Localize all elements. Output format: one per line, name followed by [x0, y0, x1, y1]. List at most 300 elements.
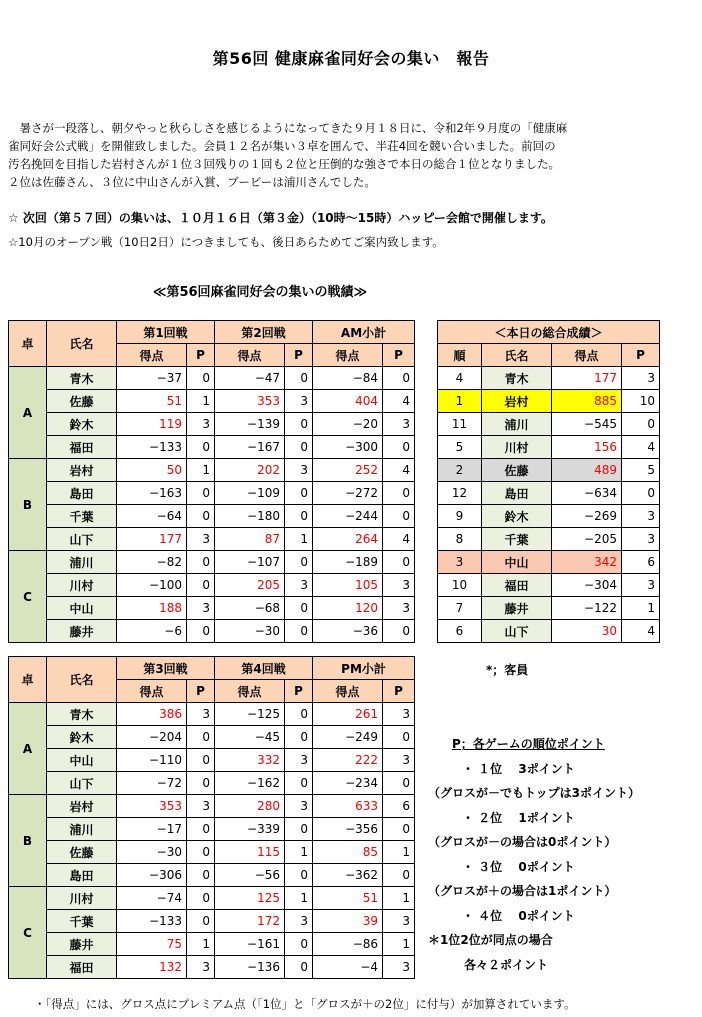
- player-name: 佐藤: [47, 390, 117, 413]
- col-header-game-a: 第3回戦: [117, 657, 215, 680]
- intro-line: 汚名挽回を目指した岩村さんが１位３回残りの１回も２位と圧倒的な強さで本日の総合１位となりました。: [8, 157, 560, 171]
- points-cell: 0: [285, 436, 313, 459]
- points-cell: 0: [187, 505, 215, 528]
- page-title: 第56回 健康麻雀同好会の集い 報告: [212, 49, 490, 68]
- score-cell: 50: [117, 459, 187, 482]
- score-cell: 156: [552, 436, 622, 459]
- overall-row: [438, 367, 660, 390]
- points-cell: 0: [285, 413, 313, 436]
- col-header-score: 得点: [215, 344, 285, 367]
- score-cell: −634: [552, 482, 622, 505]
- score-cell: −180: [215, 505, 285, 528]
- score-cell: 85: [313, 841, 383, 864]
- col-header-points: P: [285, 344, 313, 367]
- overall-row: [438, 413, 660, 436]
- points-cell: 3: [187, 528, 215, 551]
- points-cell: 0: [285, 551, 313, 574]
- player-name: 島田: [47, 864, 117, 887]
- score-cell: 30: [552, 620, 622, 643]
- points-cell: 0: [285, 818, 313, 841]
- points-cell: 5: [622, 459, 660, 482]
- score-cell: 332: [215, 749, 285, 772]
- points-cell: 3: [383, 956, 415, 979]
- score-cell: −362: [313, 864, 383, 887]
- player-name: 中山: [47, 597, 117, 620]
- score-cell: −163: [117, 482, 187, 505]
- score-cell: −545: [552, 413, 622, 436]
- overall-header-row: [438, 344, 660, 367]
- legend-line: （グロスが＋の場合は1ポイント）: [428, 884, 617, 898]
- points-cell: 0: [285, 505, 313, 528]
- points-cell: 0: [187, 864, 215, 887]
- player-name: 鈴木: [482, 505, 552, 528]
- points-cell: 0: [187, 841, 215, 864]
- score-cell: −84: [313, 367, 383, 390]
- intro-line: ２位は佐藤さん、３位に中山さんが入賞、ブービーは浦川さんでした。: [8, 175, 376, 189]
- table-label: A: [9, 367, 47, 459]
- points-cell: 3: [383, 574, 415, 597]
- score-cell: 280: [215, 795, 285, 818]
- table-row: [9, 703, 415, 726]
- player-name: 川村: [47, 574, 117, 597]
- score-cell: 885: [552, 390, 622, 413]
- player-name: 山下: [47, 528, 117, 551]
- points-cell: 3: [383, 597, 415, 620]
- table-label: A: [9, 703, 47, 795]
- score-cell: −139: [215, 413, 285, 436]
- overall-row: [438, 482, 660, 505]
- points-cell: 0: [187, 772, 215, 795]
- points-cell: 4: [383, 459, 415, 482]
- score-cell: −300: [313, 436, 383, 459]
- rank-cell: 4: [438, 367, 482, 390]
- col-header-name: 氏名: [47, 321, 117, 367]
- rank-cell: 8: [438, 528, 482, 551]
- score-cell: −37: [117, 367, 187, 390]
- score-cell: 132: [117, 956, 187, 979]
- table-row: [9, 910, 415, 933]
- player-name: 千葉: [482, 528, 552, 551]
- score-cell: −72: [117, 772, 187, 795]
- player-name: 川村: [482, 436, 552, 459]
- points-cell: 4: [383, 390, 415, 413]
- score-cell: −133: [117, 436, 187, 459]
- next-meeting-notice: ☆ 次回（第５７回）の集いは、１０月１６日（第３金）（10時～15時）ハッピー会館で開催します。: [8, 211, 553, 225]
- table-row: [9, 367, 415, 390]
- table-row: [9, 620, 415, 643]
- score-cell: 105: [313, 574, 383, 597]
- score-cell: 177: [117, 528, 187, 551]
- score-cell: 188: [117, 597, 187, 620]
- player-name: 福田: [482, 574, 552, 597]
- col-header-points: P: [187, 344, 215, 367]
- score-cell: 353: [215, 390, 285, 413]
- overall-row: [438, 574, 660, 597]
- overall-row: [438, 436, 660, 459]
- col-header-score: 得点: [552, 344, 622, 367]
- rank-cell: 1: [438, 390, 482, 413]
- points-cell: 0: [187, 726, 215, 749]
- legend-line: （グロスが－でもトップは3ポイント）: [428, 786, 640, 800]
- player-name: 岩村: [47, 459, 117, 482]
- points-cell: 4: [622, 620, 660, 643]
- points-cell: 0: [383, 726, 415, 749]
- col-header-game-b: 第2回戦: [215, 321, 313, 344]
- player-name: 鈴木: [47, 726, 117, 749]
- score-cell: −161: [215, 933, 285, 956]
- score-cell: −68: [215, 597, 285, 620]
- score-cell: 172: [215, 910, 285, 933]
- player-name: 山下: [482, 620, 552, 643]
- points-cell: 0: [285, 933, 313, 956]
- points-cell: 3: [383, 910, 415, 933]
- points-cell: 6: [383, 795, 415, 818]
- table-row: [9, 482, 415, 505]
- player-name: 島田: [47, 482, 117, 505]
- overall-row: [438, 390, 660, 413]
- points-cell: 1: [383, 841, 415, 864]
- score-cell: 353: [117, 795, 187, 818]
- score-cell: −162: [215, 772, 285, 795]
- points-cell: 3: [285, 749, 313, 772]
- points-cell: 0: [187, 551, 215, 574]
- pm-header-row: [9, 657, 415, 680]
- points-cell: 4: [383, 528, 415, 551]
- col-header-name: 氏名: [47, 657, 117, 703]
- col-header-subtotal: AM小計: [313, 321, 415, 344]
- player-name: 岩村: [47, 795, 117, 818]
- col-header-table: 卓: [9, 321, 47, 367]
- points-cell: 3: [383, 749, 415, 772]
- points-cell: 0: [187, 436, 215, 459]
- points-cell: 0: [383, 772, 415, 795]
- score-cell: −45: [215, 726, 285, 749]
- table-row: [9, 795, 415, 818]
- points-cell: 0: [285, 482, 313, 505]
- player-name: 鈴木: [47, 413, 117, 436]
- points-cell: 0: [622, 413, 660, 436]
- points-cell: 1: [285, 528, 313, 551]
- legend-line: ・ １位 3ポイント: [462, 761, 575, 776]
- points-cell: 1: [285, 841, 313, 864]
- col-header-score: 得点: [117, 680, 187, 703]
- table-row: [9, 887, 415, 910]
- legend-line: ・ ４位 0ポイント: [462, 908, 575, 923]
- intro-text: [8, 119, 698, 191]
- points-cell: 1: [285, 887, 313, 910]
- score-cell: −136: [215, 956, 285, 979]
- score-cell: 386: [117, 703, 187, 726]
- table-row: [9, 528, 415, 551]
- col-header-game-a: 第1回戦: [117, 321, 215, 344]
- table-row: [9, 459, 415, 482]
- points-cell: 1: [622, 597, 660, 620]
- overall-row: [438, 551, 660, 574]
- points-cell: 3: [187, 795, 215, 818]
- points-cell: 0: [285, 772, 313, 795]
- table-row: [9, 772, 415, 795]
- player-name: 福田: [47, 956, 117, 979]
- points-cell: 3: [383, 413, 415, 436]
- score-cell: 115: [215, 841, 285, 864]
- col-header-score: 得点: [117, 344, 187, 367]
- score-cell: −110: [117, 749, 187, 772]
- table-row: [9, 413, 415, 436]
- points-cell: 3: [285, 459, 313, 482]
- points-cell: 0: [383, 551, 415, 574]
- player-name: 青木: [47, 367, 117, 390]
- score-cell: −189: [313, 551, 383, 574]
- col-header-table: 卓: [9, 657, 47, 703]
- score-cell: 120: [313, 597, 383, 620]
- points-cell: 0: [285, 703, 313, 726]
- score-cell: −272: [313, 482, 383, 505]
- points-cell: 4: [622, 436, 660, 459]
- score-cell: −133: [117, 910, 187, 933]
- table-row: [9, 864, 415, 887]
- points-cell: 3: [285, 390, 313, 413]
- section-title: ≪第56回麻雀同好会の集いの戦績≫: [152, 285, 368, 300]
- points-cell: 0: [285, 864, 313, 887]
- rank-cell: 10: [438, 574, 482, 597]
- score-cell: −47: [215, 367, 285, 390]
- points-cell: 0: [285, 726, 313, 749]
- player-name: 藤井: [47, 620, 117, 643]
- points-cell: 0: [187, 367, 215, 390]
- score-cell: 39: [313, 910, 383, 933]
- points-cell: 3: [285, 910, 313, 933]
- am-header-row: [9, 321, 415, 344]
- score-cell: −234: [313, 772, 383, 795]
- points-cell: 3: [622, 505, 660, 528]
- score-cell: 222: [313, 749, 383, 772]
- points-cell: 3: [622, 528, 660, 551]
- score-cell: −30: [117, 841, 187, 864]
- col-header-points: P: [285, 680, 313, 703]
- rank-cell: 11: [438, 413, 482, 436]
- score-cell: −125: [215, 703, 285, 726]
- score-cell: −107: [215, 551, 285, 574]
- points-cell: 0: [383, 864, 415, 887]
- rank-cell: 5: [438, 436, 482, 459]
- footer-note: ・「得点」には、グロス点にプレミアム点（「1位」と「グロスが＋の2位」に付与）が加算されています。: [34, 997, 576, 1011]
- player-name: 中山: [482, 551, 552, 574]
- table-row: [9, 551, 415, 574]
- table-row: [9, 749, 415, 772]
- score-cell: −306: [117, 864, 187, 887]
- score-cell: −304: [552, 574, 622, 597]
- points-cell: 0: [383, 436, 415, 459]
- points-cell: 3: [285, 795, 313, 818]
- player-name: 岩村: [482, 390, 552, 413]
- overall-row: [438, 528, 660, 551]
- points-cell: 0: [285, 367, 313, 390]
- rank-cell: 6: [438, 620, 482, 643]
- col-header-points: P: [383, 680, 415, 703]
- points-cell: 0: [285, 597, 313, 620]
- score-cell: 75: [117, 933, 187, 956]
- points-cell: 3: [187, 956, 215, 979]
- table-row: [9, 505, 415, 528]
- points-cell: 0: [187, 749, 215, 772]
- points-cell: 0: [383, 818, 415, 841]
- points-cell: 0: [285, 956, 313, 979]
- points-cell: 0: [187, 818, 215, 841]
- table-row: [9, 574, 415, 597]
- table-row: [9, 436, 415, 459]
- player-name: 青木: [482, 367, 552, 390]
- score-cell: −339: [215, 818, 285, 841]
- table-row: [9, 597, 415, 620]
- points-cell: 3: [187, 413, 215, 436]
- overall-row: [438, 597, 660, 620]
- rank-cell: 12: [438, 482, 482, 505]
- score-cell: −356: [313, 818, 383, 841]
- player-name: 山下: [47, 772, 117, 795]
- points-cell: 10: [622, 390, 660, 413]
- points-cell: 3: [187, 597, 215, 620]
- score-cell: −100: [117, 574, 187, 597]
- points-cell: 1: [187, 390, 215, 413]
- score-cell: 87: [215, 528, 285, 551]
- points-cell: 0: [383, 482, 415, 505]
- col-header-subtotal: PM小計: [313, 657, 415, 680]
- table-label: C: [9, 887, 47, 979]
- points-cell: 3: [622, 367, 660, 390]
- points-cell: 0: [187, 574, 215, 597]
- legend-line: ・ ２位 1ポイント: [462, 810, 575, 825]
- score-cell: −204: [117, 726, 187, 749]
- player-name: 浦川: [482, 413, 552, 436]
- score-cell: −244: [313, 505, 383, 528]
- score-cell: −249: [313, 726, 383, 749]
- table-row: [9, 818, 415, 841]
- col-header-score: 得点: [313, 344, 383, 367]
- table-row: [9, 933, 415, 956]
- score-cell: −64: [117, 505, 187, 528]
- rank-cell: 9: [438, 505, 482, 528]
- points-cell: 3: [285, 574, 313, 597]
- points-cell: 0: [187, 910, 215, 933]
- overall-row: [438, 620, 660, 643]
- score-cell: −4: [313, 956, 383, 979]
- points-cell: 1: [187, 459, 215, 482]
- overall-title-row: [438, 321, 660, 344]
- player-name: 島田: [482, 482, 552, 505]
- score-cell: −36: [313, 620, 383, 643]
- score-cell: −56: [215, 864, 285, 887]
- score-cell: 125: [215, 887, 285, 910]
- score-cell: −122: [552, 597, 622, 620]
- guest-note: *；客員: [486, 663, 529, 677]
- player-name: 川村: [47, 887, 117, 910]
- score-cell: −74: [117, 887, 187, 910]
- points-cell: 0: [187, 482, 215, 505]
- score-cell: 261: [313, 703, 383, 726]
- score-cell: −30: [215, 620, 285, 643]
- player-name: 青木: [47, 703, 117, 726]
- intro-line: 暑さが一段落し、朝夕やっと秋らしさを感じるようになってきた９月１８日に、令和2年９月度の「健康麻: [8, 121, 568, 135]
- legend-line: ＊1位2位が同点の場合: [428, 933, 553, 947]
- points-cell: 0: [285, 620, 313, 643]
- score-cell: 205: [215, 574, 285, 597]
- col-header-rank: 順: [438, 344, 482, 367]
- score-cell: −20: [313, 413, 383, 436]
- col-header-game-b: 第4回戦: [215, 657, 313, 680]
- overall-row: [438, 505, 660, 528]
- rank-cell: 2: [438, 459, 482, 482]
- points-cell: 0: [622, 482, 660, 505]
- points-cell: 0: [383, 367, 415, 390]
- table-label: C: [9, 551, 47, 643]
- score-cell: 633: [313, 795, 383, 818]
- overall-results-table: [437, 320, 660, 643]
- points-cell: 3: [187, 703, 215, 726]
- player-name: 佐藤: [47, 841, 117, 864]
- rank-cell: 7: [438, 597, 482, 620]
- player-name: 藤井: [482, 597, 552, 620]
- points-cell: 3: [383, 703, 415, 726]
- points-cell: 3: [622, 574, 660, 597]
- score-cell: 51: [117, 390, 187, 413]
- player-name: 千葉: [47, 505, 117, 528]
- score-cell: −205: [552, 528, 622, 551]
- score-cell: 119: [117, 413, 187, 436]
- score-cell: −6: [117, 620, 187, 643]
- table-row: [9, 841, 415, 864]
- am-results-table: [8, 320, 415, 643]
- legend-line: ・ ３位 0ポイント: [462, 859, 575, 874]
- score-cell: 342: [552, 551, 622, 574]
- score-cell: 51: [313, 887, 383, 910]
- col-header-points: P: [187, 680, 215, 703]
- score-cell: 202: [215, 459, 285, 482]
- pm-results-table: [8, 656, 415, 979]
- score-cell: 264: [313, 528, 383, 551]
- player-name: 中山: [47, 749, 117, 772]
- points-cell: 1: [383, 887, 415, 910]
- points-cell: 0: [383, 620, 415, 643]
- points-cell: 1: [187, 933, 215, 956]
- col-header-score: 得点: [215, 680, 285, 703]
- score-cell: 177: [552, 367, 622, 390]
- points-cell: 0: [187, 887, 215, 910]
- points-cell: 1: [383, 933, 415, 956]
- player-name: 福田: [47, 436, 117, 459]
- rank-cell: 3: [438, 551, 482, 574]
- intro-line: 雀同好会公式戦」を開催致しました。会員１２名が集い３卓を囲んで、半荘4回を競い合いました。前回の: [8, 139, 556, 153]
- legend-line: （グロスが－の場合は0ポイント）: [428, 835, 617, 849]
- table-row: [9, 956, 415, 979]
- score-cell: −269: [552, 505, 622, 528]
- table-label: B: [9, 459, 47, 551]
- table-row: [9, 390, 415, 413]
- overall-row: [438, 459, 660, 482]
- score-cell: 404: [313, 390, 383, 413]
- table-row: [9, 726, 415, 749]
- points-cell: 0: [383, 505, 415, 528]
- col-header-points: P: [383, 344, 415, 367]
- col-header-points: P: [622, 344, 660, 367]
- player-name: 佐藤: [482, 459, 552, 482]
- legend-line: 各々２ポイント: [464, 957, 549, 972]
- score-cell: −167: [215, 436, 285, 459]
- score-cell: −109: [215, 482, 285, 505]
- player-name: 浦川: [47, 551, 117, 574]
- legend-title: P；各ゲームの順位ポイント: [452, 737, 605, 751]
- player-name: 千葉: [47, 910, 117, 933]
- score-cell: −17: [117, 818, 187, 841]
